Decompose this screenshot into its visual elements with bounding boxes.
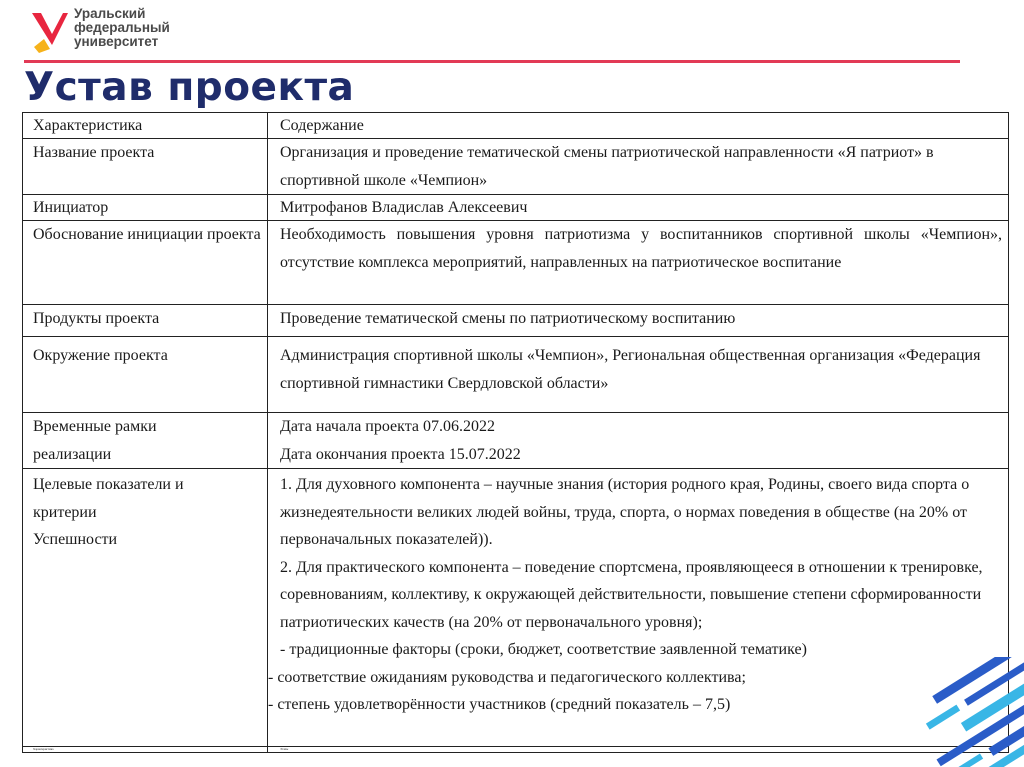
label-targets-line3: Успешности — [33, 531, 118, 548]
end-date: Дата окончания проекта 15.07.2022 — [280, 445, 521, 463]
value-timeframe — [268, 413, 1009, 469]
table-row-initiator — [23, 195, 1009, 221]
header-content: Содержание — [268, 113, 1009, 139]
label-products: Продукты проекта — [23, 305, 268, 337]
target-item-5: - степень удовлетворённости участников (средний показатель – 7,5) — [268, 696, 731, 713]
target-item-4: - соответствие ожиданиям руководства и педагогического коллектива; — [268, 668, 746, 686]
label-timeframe — [23, 413, 268, 469]
university-name — [74, 7, 274, 49]
project-charter-table — [22, 112, 1009, 753]
university-name-line3: университет — [74, 34, 159, 49]
table-row-environment — [23, 337, 1009, 413]
table-row-products — [23, 305, 1009, 337]
table-row-tiny — [23, 747, 1009, 753]
table-row-timeframe — [23, 413, 1009, 469]
value-products: Проведение тематической смены по патриотическому воспитанию — [268, 305, 1009, 337]
slide-header — [0, 0, 1024, 110]
table-row-project-name — [23, 139, 1009, 195]
value-environment: Администрация спортивной школы «Чемпион», Региональная общественная организация «Федерация спортивной гимнастики Свердловской области» — [268, 337, 1009, 413]
target-item-1: 1. Для духовного компонента – научные знания (история родного края, Родины, своего вида спорта о жизнедеятельности великих людей войны, труда, спорта, о нормах поведения в обществе (на 20% от первоначальных показателей)). — [280, 476, 970, 548]
tiny-label: Характеристика — [23, 747, 268, 753]
header-divider — [24, 60, 960, 63]
label-timeframe-line2: реализации — [33, 445, 112, 463]
label-targets-line2: критерии — [33, 503, 97, 521]
label-targets — [23, 469, 268, 747]
label-project-name: Название проекта — [23, 139, 268, 195]
label-initiator: Инициатор — [23, 195, 268, 221]
value-project-name: Организация и проведение тематической смены патриотической направленности «Я патриот» в спортивной школе «Чемпион» — [268, 139, 1009, 195]
table-row-targets — [23, 469, 1009, 747]
university-name-line2: федеральный — [74, 20, 170, 35]
target-item-3: - традиционные факторы (сроки, бюджет, соответствие заявленной тематике) — [280, 641, 807, 658]
slide-title: Устав проекта — [24, 65, 355, 110]
header-characteristic: Характеристика — [23, 113, 268, 139]
start-date: Дата начала проекта 07.06.2022 — [280, 418, 495, 435]
table-row-basis — [23, 221, 1009, 305]
tiny-value: Этапы — [268, 747, 1009, 753]
target-item-2: 2. Для практического компонента – поведение спортсмена, проявляющееся в отношении к тренировке, соревнованиям, коллективу, к окружающей действительности, повышение степени сформированности патриотических качеств (на 20% от первоначального уровня); — [280, 558, 983, 631]
label-timeframe-line1: Временные рамки — [33, 418, 157, 435]
value-basis: Необходимость повышения уровня патриотизма у воспитанников спортивной школы «Чемпион», отсутствие комплекса мероприятий, направленных на патриотическое воспитание — [268, 221, 1009, 305]
corner-stripes-decoration — [884, 657, 1024, 767]
university-name-line1: Уральский — [74, 6, 146, 21]
table-header-row — [23, 113, 1009, 139]
value-initiator: Митрофанов Владислав Алексеевич — [268, 195, 1009, 221]
ural-university-logo-icon — [28, 9, 68, 53]
label-basis: Обоснование инициации проекта — [23, 221, 268, 305]
label-targets-line1: Целевые показатели и — [33, 476, 184, 493]
label-environment: Окружение проекта — [23, 337, 268, 413]
